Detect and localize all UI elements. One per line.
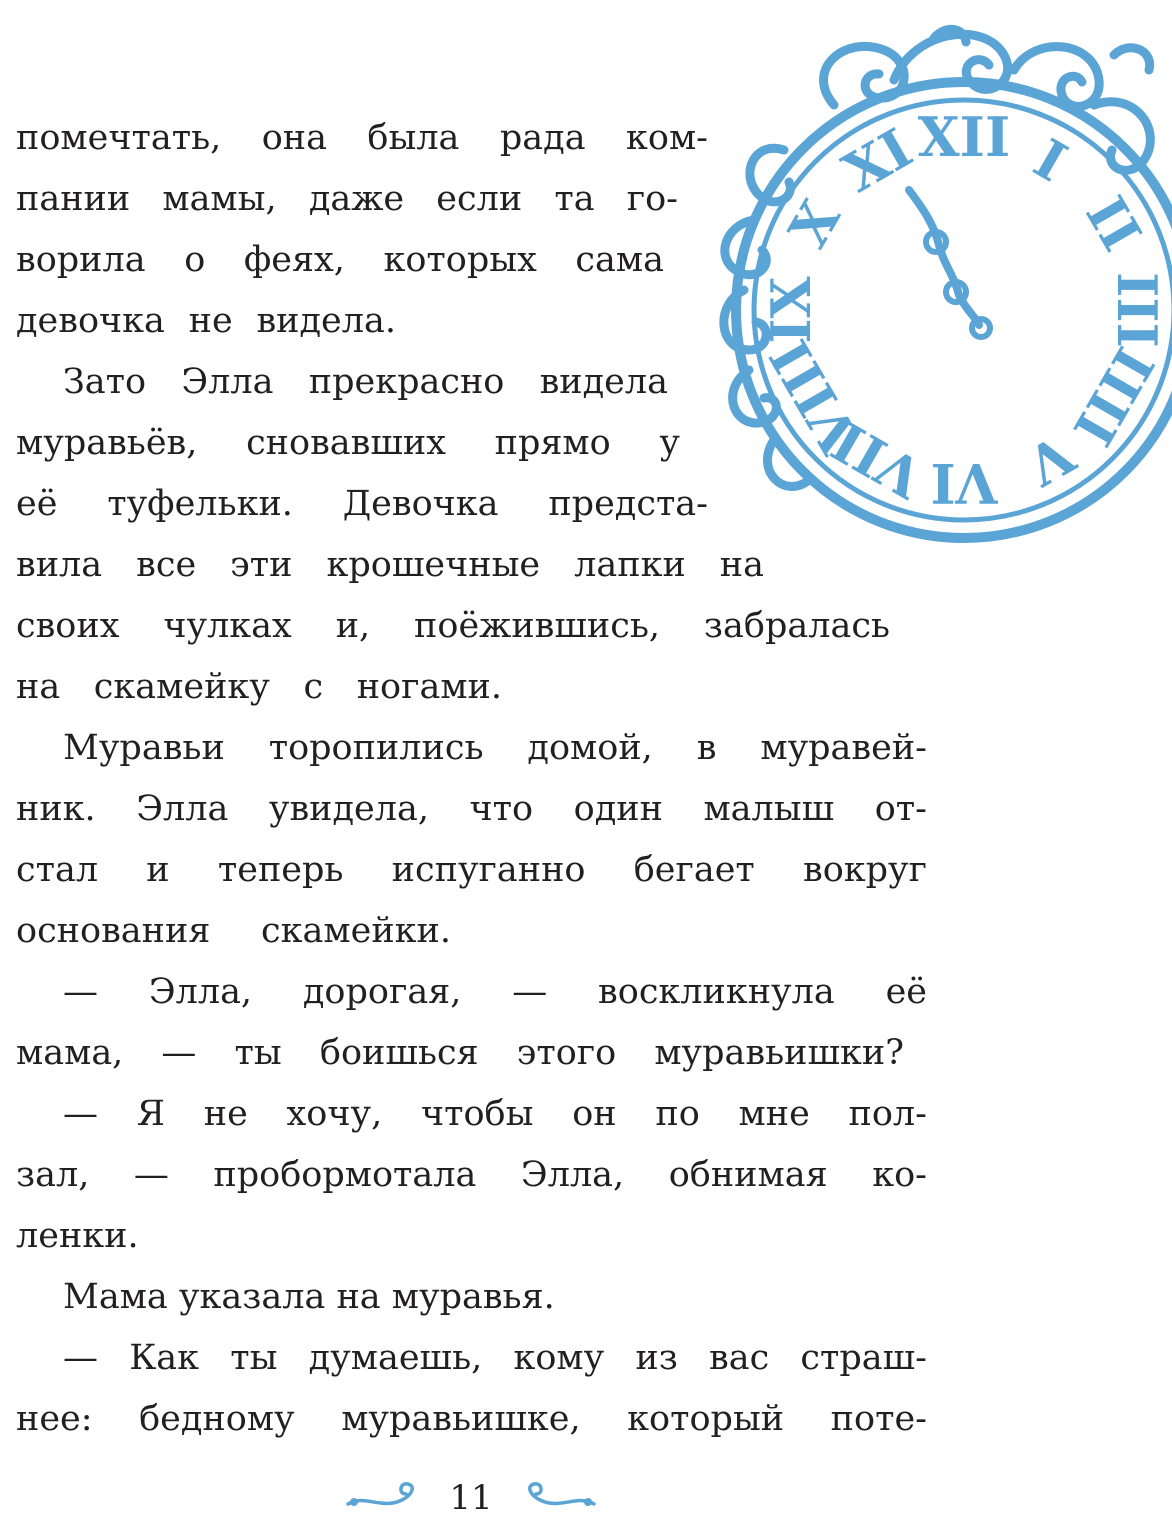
clock-numeral: VII bbox=[821, 408, 934, 511]
text-line: ник. Элла увидела, что один малыш от- bbox=[16, 789, 927, 829]
clock-numeral: II bbox=[1073, 185, 1155, 262]
text-line: зал, — пробормотала Элла, обнимая ко- bbox=[16, 1155, 927, 1195]
clock-numeral: I bbox=[1023, 126, 1078, 195]
clock-numeral: IIII bbox=[1060, 336, 1167, 457]
clock-numeral: VI bbox=[930, 450, 998, 515]
text-line: пании мамы, даже если та го- bbox=[16, 179, 678, 219]
clock-hand bbox=[909, 190, 990, 337]
text-line: — Как ты думаешь, кому из вас страш- bbox=[63, 1338, 927, 1378]
text-line: ворила о феях, которых сама bbox=[16, 240, 664, 280]
page-footer bbox=[0, 1470, 1172, 1526]
text-line: своих чулках и, поёжившись, забралась bbox=[16, 606, 890, 646]
page-number: 11 bbox=[449, 1478, 493, 1518]
text-line: стал и теперь испуганно бегает вокруг bbox=[16, 850, 927, 890]
left-swirl-ornament bbox=[346, 1480, 426, 1516]
text-line: помечтать, она была рада ком- bbox=[16, 118, 708, 158]
clock-numeral: XII bbox=[917, 105, 1011, 170]
text-line: ленки. bbox=[16, 1216, 139, 1256]
text-line: муравьёв, сновавших прямо у bbox=[16, 423, 680, 463]
text-line: девочка не видела. bbox=[16, 301, 396, 341]
text-line: вила все эти крошечные лапки на bbox=[16, 545, 764, 585]
text-line: её туфельки. Девочка предста- bbox=[16, 484, 708, 524]
clock-numeral: III bbox=[1104, 272, 1169, 348]
text-line: Муравьи торопились домой, в муравей- bbox=[63, 728, 927, 768]
clock-numeral: XI bbox=[832, 115, 923, 205]
clock-illustration bbox=[684, 10, 1172, 550]
clock-numeral: X bbox=[776, 189, 853, 258]
text-line: — Элла, дорогая, — воскликнула её bbox=[63, 972, 927, 1012]
clock-numeral: V bbox=[1016, 421, 1085, 498]
text-line: основания скамейки. bbox=[16, 911, 451, 951]
text-line: мама, — ты боишься этого муравьишки? bbox=[16, 1033, 904, 1073]
text-line: — Я не хочу, чтобы он по мне пол- bbox=[63, 1094, 927, 1134]
text-line: нее: бедному муравьишке, который поте- bbox=[16, 1399, 927, 1439]
text-line: Мама указала на муравья. bbox=[63, 1277, 555, 1317]
right-swirl-ornament bbox=[516, 1480, 596, 1516]
text-line: на скамейку с ногами. bbox=[16, 667, 502, 707]
text-line: Зато Элла прекрасно видела bbox=[63, 362, 668, 402]
clock-numeral: IX bbox=[759, 276, 824, 344]
clock-numeral: VIII bbox=[757, 329, 872, 464]
